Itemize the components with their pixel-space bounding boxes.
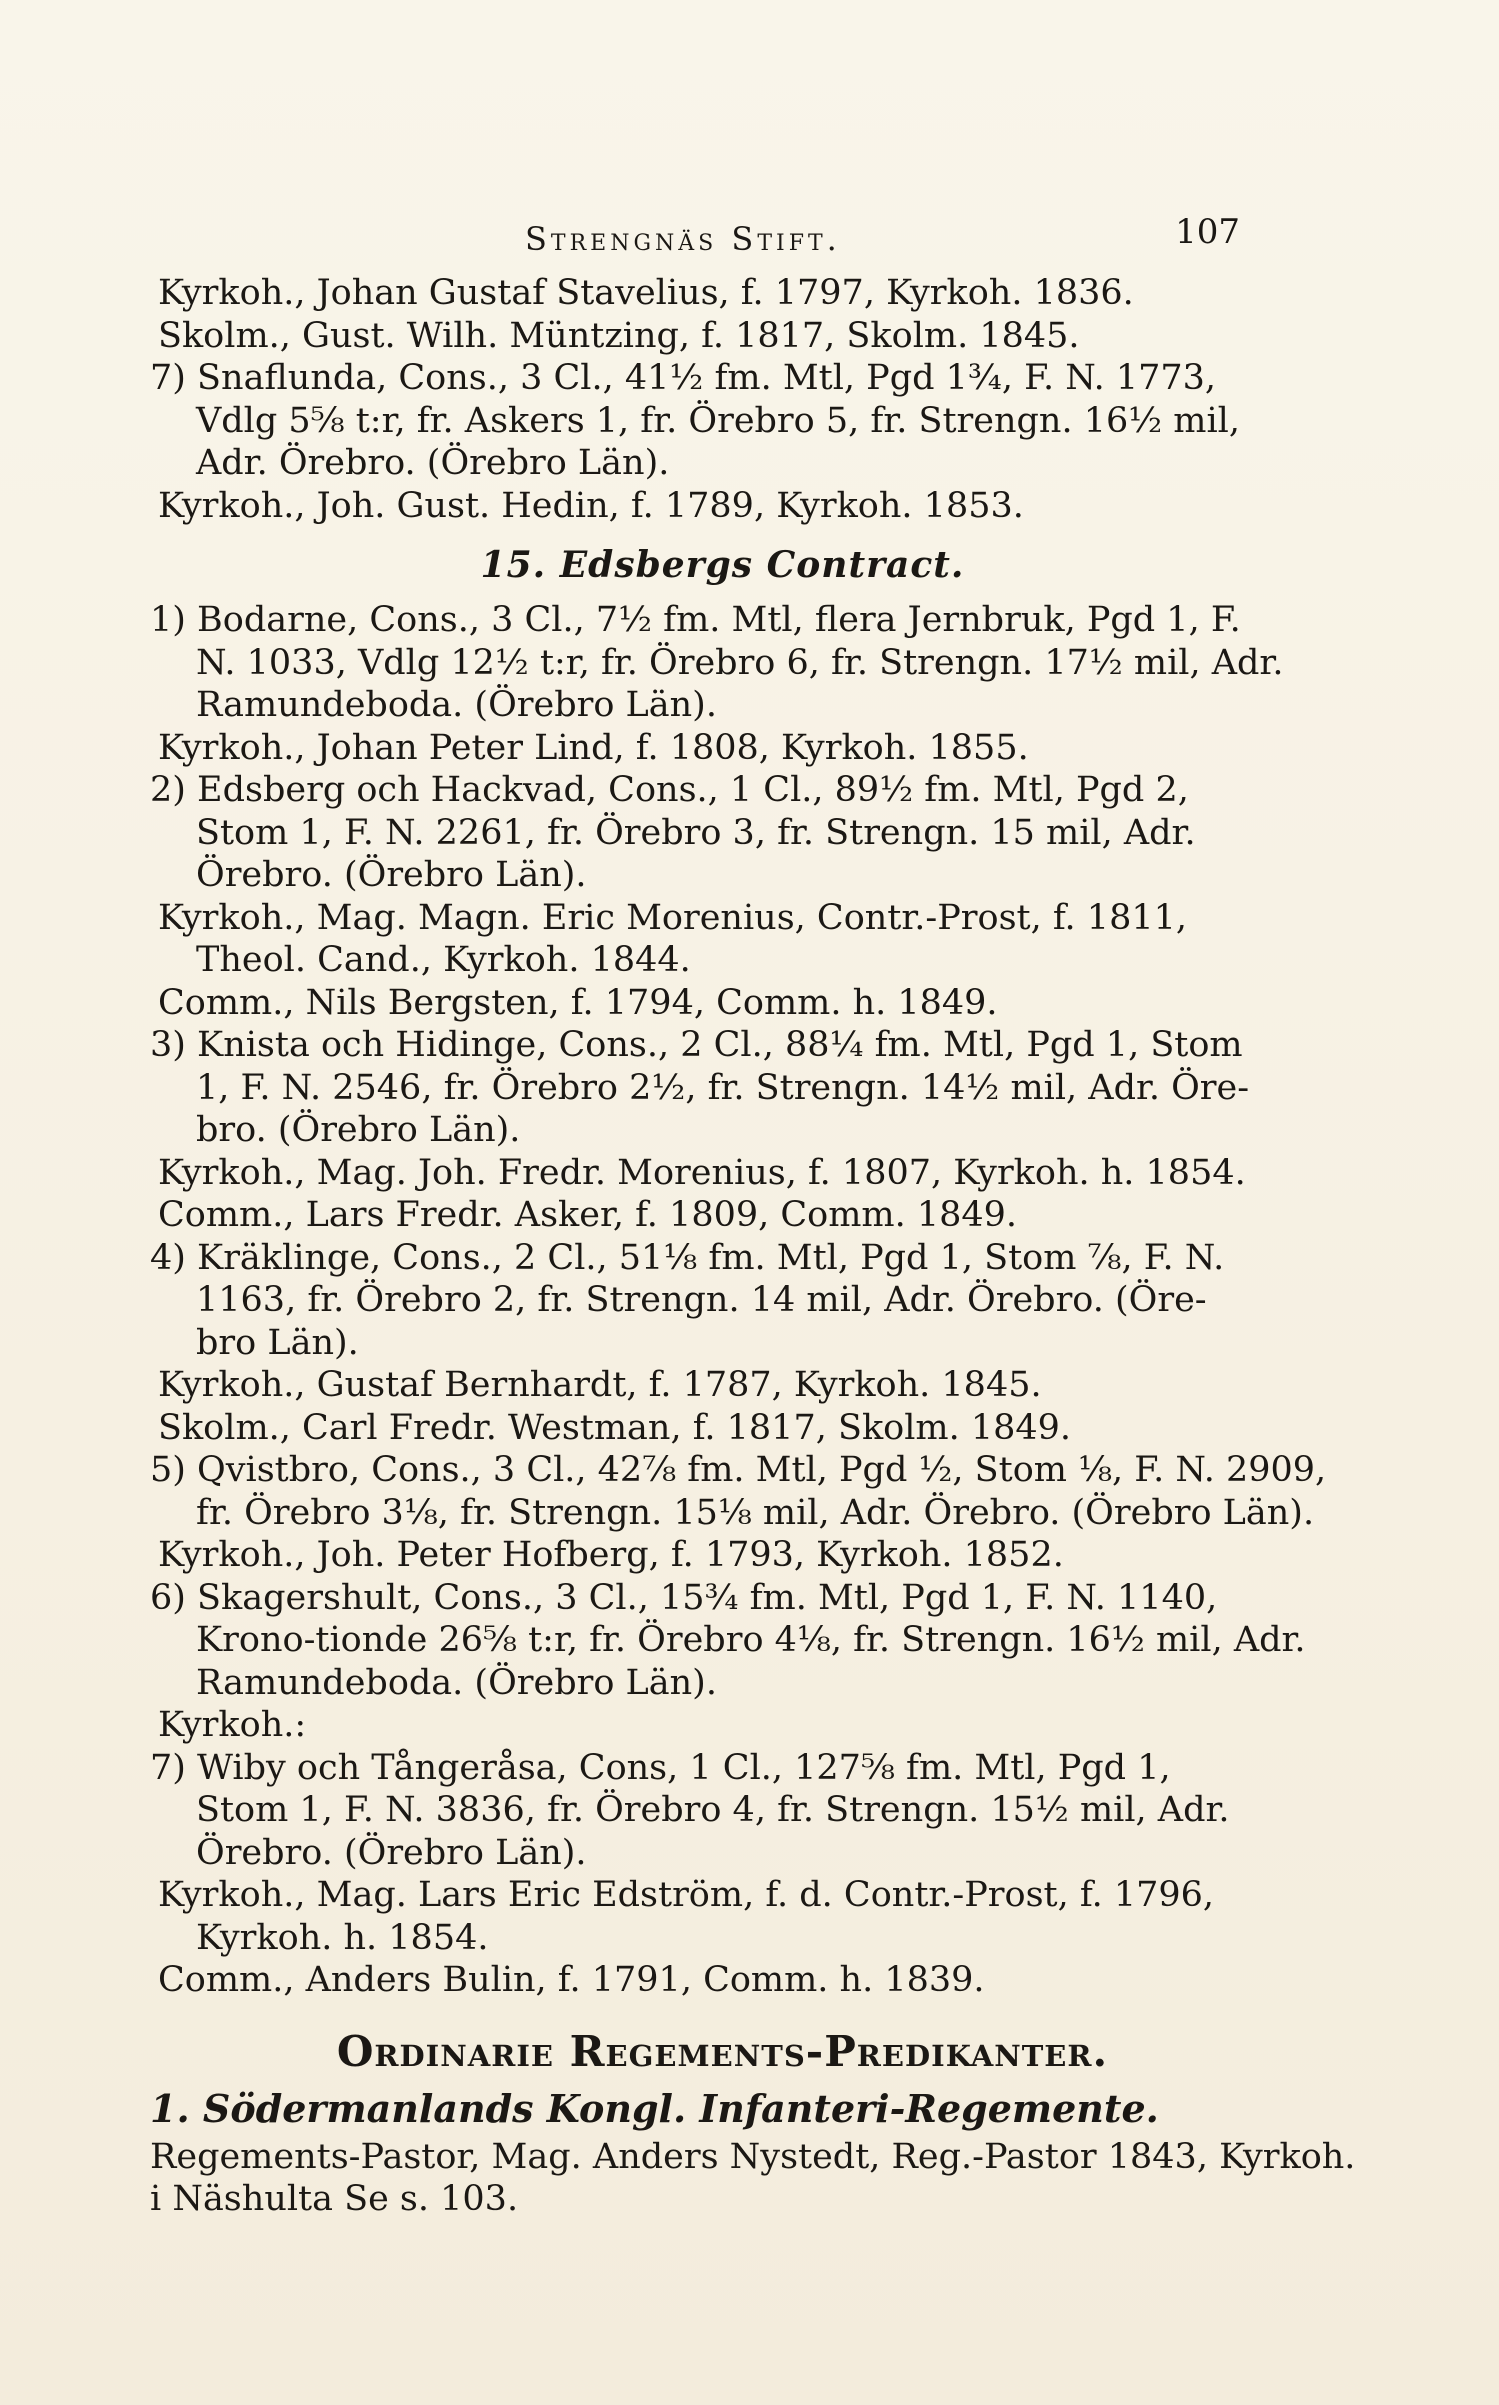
text-line: fr. Örebro 3⅛, fr. Strengn. 15⅛ mil, Adr. Örebro. (Örebro Län).: [196, 1492, 1315, 1533]
text-line: N. 1033, Vdlg 12½ t:r, fr. Örebro 6, fr. Strengn. 17½ mil, Adr.: [196, 642, 1284, 683]
text-line: Stom 1, F. N. 2261, fr. Örebro 3, fr. Strengn. 15 mil, Adr.: [196, 812, 1196, 853]
text-line: 6) Skagershult, Cons., 3 Cl., 15¾ fm. Mtl, Pgd 1, F. N. 1140,: [150, 1577, 1218, 1618]
text-line: Adr. Örebro. (Örebro Län).: [196, 443, 670, 483]
text-line: 1) Bodarne, Cons., 3 Cl., 7½ fm. Mtl, flera Jernbruk, Pgd 1, F.: [150, 600, 1241, 640]
text-line: i Näshulta Se s. 103.: [150, 2179, 519, 2219]
text-line: Kyrkoh., Joh. Gust. Hedin, f. 1789, Kyrkoh. 1853.: [158, 485, 1024, 526]
text-line: Kyrkoh., Mag. Magn. Eric Morenius, Contr.-Prost, f. 1811,: [158, 897, 1187, 938]
text-line: 7) Snaflunda, Cons., 3 Cl., 41½ fm. Mtl, Pgd 1¾, F. N. 1773,: [150, 358, 1217, 398]
text-line: Örebro. (Örebro Län).: [196, 855, 587, 895]
text-line: 7) Wiby och Tångeråsa, Cons, 1 Cl., 127⅝ fm. Mtl, Pgd 1,: [150, 1747, 1171, 1788]
text-line: Comm., Nils Bergsten, f. 1794, Comm. h. 1849.: [158, 982, 998, 1023]
text-line: Ramundeboda. (Örebro Län).: [196, 685, 717, 725]
text-line: Kyrkoh., Johan Peter Lind, f. 1808, Kyrkoh. 1855.: [158, 727, 1029, 768]
text-line: Kyrkoh., Gustaf Bernhardt, f. 1787, Kyrkoh. 1845.: [158, 1365, 1042, 1405]
text-line: bro. (Örebro Län).: [196, 1110, 521, 1150]
running-head: Strengnäs Stift.: [525, 220, 841, 258]
text-line: Kyrkoh., Joh. Peter Hofberg, f. 1793, Kyrkoh. 1852.: [158, 1535, 1064, 1575]
text-line: Skolm., Carl Fredr. Westman, f. 1817, Skolm. 1849.: [158, 1407, 1072, 1448]
text-line: Regements-Pastor, Mag. Anders Nystedt, Reg.-Pastor 1843, Kyrkoh.: [150, 2136, 1356, 2177]
text-line: Comm., Anders Bulin, f. 1791, Comm. h. 1839.: [158, 1960, 985, 2000]
text-line: Örebro. (Örebro Län).: [196, 1832, 587, 1873]
section-heading-edsbergs: 15. Edsbergs Contract.: [480, 544, 965, 586]
text-line: 1, F. N. 2546, fr. Örebro 2½, fr. Strengn. 14½ mil, Adr. Öre-: [196, 1067, 1250, 1108]
text-line: Ramundeboda. (Örebro Län).: [196, 1662, 717, 1703]
text-line: Vdlg 5⅝ t:r, fr. Askers 1, fr. Örebro 5, fr. Strengn. 16½ mil,: [196, 400, 1240, 441]
subheading-sodermanlands-regemente: 1. Södermanlands Kongl. Infanteri-Regemente.: [150, 2085, 1159, 2131]
text-line: Krono-tionde 26⅝ t:r, fr. Örebro 4⅛, fr. Strengn. 16½ mil, Adr.: [196, 1620, 1306, 1660]
text-line: Stom 1, F. N. 3836, fr. Örebro 4, fr. Strengn. 15½ mil, Adr.: [196, 1790, 1230, 1830]
text-line: 5) Qvistbro, Cons., 3 Cl., 42⅞ fm. Mtl, Pgd ½, Stom ⅛, F. N. 2909,: [150, 1450, 1327, 1490]
text-line: Kyrkoh., Johan Gustaf Stavelius, f. 1797, Kyrkoh. 1836.: [158, 273, 1134, 313]
text-line: Kyrkoh.:: [158, 1705, 307, 1745]
text-line: 1163, fr. Örebro 2, fr. Strengn. 14 mil, Adr. Örebro. (Öre-: [196, 1280, 1207, 1320]
text-line: Comm., Lars Fredr. Asker, f. 1809, Comm. 1849.: [158, 1195, 1018, 1235]
text-line: 4) Kräklinge, Cons., 2 Cl., 51⅛ fm. Mtl, Pgd 1, Stom ⅞, F. N.: [150, 1237, 1225, 1278]
text-line: bro Län).: [196, 1322, 359, 1363]
text-line: 2) Edsberg och Hackvad, Cons., 1 Cl., 89½ fm. Mtl, Pgd 2,: [150, 770, 1189, 810]
heading-ordinarie-regements-predikanter: Ordinarie Regements-Predikanter.: [336, 2026, 1109, 2076]
text-line: Skolm., Gust. Wilh. Müntzing, f. 1817, Skolm. 1845.: [158, 315, 1080, 356]
text-line: Theol. Cand., Kyrkoh. 1844.: [196, 940, 691, 980]
text-line: 3) Knista och Hidinge, Cons., 2 Cl., 88¼ fm. Mtl, Pgd 1, Stom: [150, 1025, 1243, 1065]
page-body: [150, 272, 1356, 2221]
text-line: Kyrkoh. h. 1854.: [196, 1917, 489, 1958]
text-line: Kyrkoh., Mag. Lars Eric Edström, f. d. Contr.-Prost, f. 1796,: [158, 1875, 1215, 1915]
page-number: 107: [1175, 212, 1240, 252]
text-line: Kyrkoh., Mag. Joh. Fredr. Morenius, f. 1807, Kyrkoh. h. 1854.: [158, 1152, 1246, 1193]
page-header: [160, 208, 1260, 268]
